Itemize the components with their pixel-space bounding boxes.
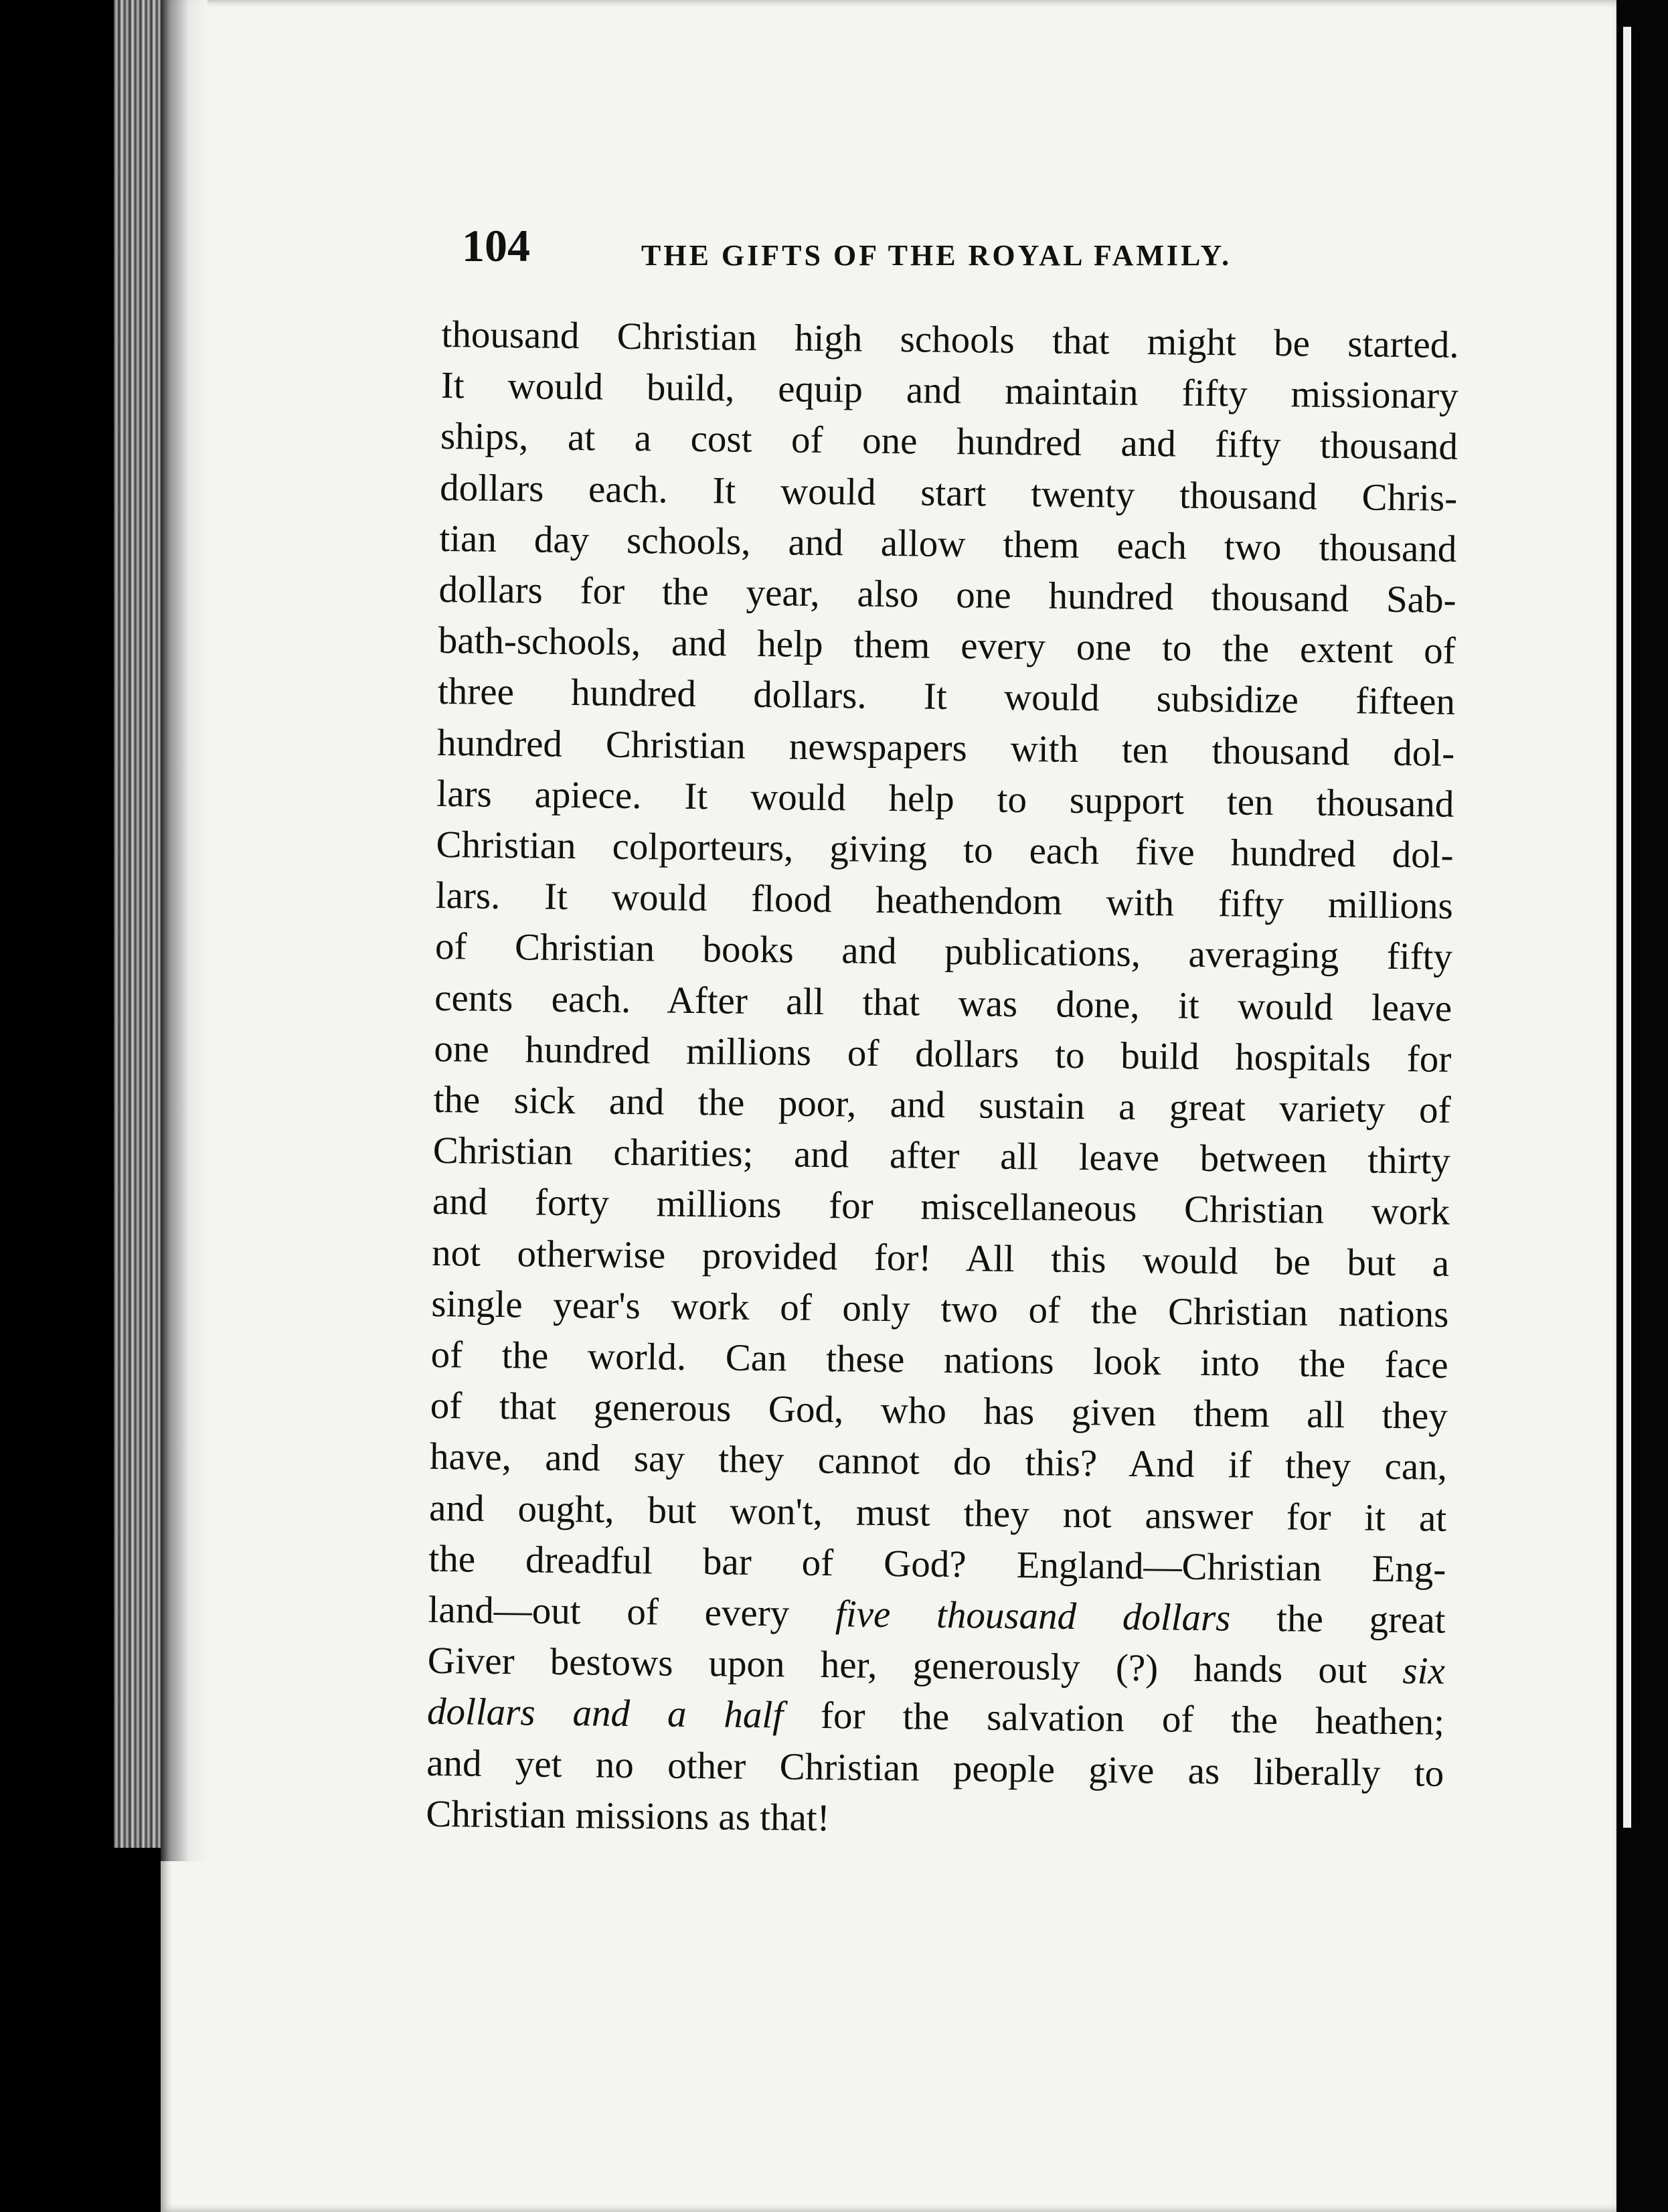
page-number: 104 bbox=[462, 220, 530, 271]
text-line: Giver bestows upon her, generously (?) hands out six bbox=[427, 1640, 1446, 1693]
text-line: the sick and the poor, and sustain a great variety of bbox=[433, 1078, 1451, 1131]
text-line: tian day schools, and allow them each two thousand bbox=[439, 517, 1457, 570]
page-header bbox=[462, 220, 1345, 280]
italic-phrase: five thousand dollars bbox=[835, 1593, 1231, 1640]
text-line: dollars and a half for the salvation of the heathen; bbox=[426, 1690, 1445, 1744]
text-line: lars apiece. It would help to support ten thousand bbox=[436, 772, 1454, 825]
page-gutter-shadow bbox=[161, 0, 207, 1861]
text-line: cents each. After all that was done, it would leave bbox=[434, 976, 1452, 1030]
text-line: land—out of every five thousand dollars the great bbox=[428, 1588, 1446, 1642]
text-line: three hundred dollars. It would subsidize fifteen bbox=[437, 670, 1456, 724]
text-line: It would build, equip and maintain fifty missionary bbox=[440, 364, 1459, 418]
text-line: of the world. Can these nations look into the face bbox=[430, 1333, 1448, 1387]
text-line: and forty millions for miscellaneous Christian work bbox=[432, 1180, 1450, 1234]
text-line: hundred Christian newspapers with ten thousand dol- bbox=[436, 721, 1455, 775]
body-text bbox=[426, 309, 1459, 1850]
text-line: not otherwise provided for! All this would be but a bbox=[431, 1231, 1450, 1285]
text-line: Christian charities; and after all leave between thirty bbox=[432, 1129, 1451, 1183]
text-line: and yet no other Christian people give as liberally to bbox=[426, 1741, 1444, 1795]
text-line: of Christian books and publications, averaging fifty bbox=[434, 925, 1453, 979]
text-line: thousand Christian high schools that might be started. bbox=[441, 313, 1459, 366]
italic-phrase: six bbox=[1402, 1650, 1446, 1693]
text-line: Christian missions as that! bbox=[426, 1792, 830, 1840]
text-line: of that generous God, who has given them all they bbox=[430, 1385, 1448, 1438]
text-line: lars. It would flood heathendom with fifty millions bbox=[435, 874, 1454, 928]
text-line: ships, at a cost of one hundred and fifty thousand bbox=[440, 415, 1458, 469]
text-line: single year's work of only two of the Christian nations bbox=[431, 1282, 1449, 1336]
text-line: Christian colporteurs, giving to each five hundred dol- bbox=[436, 823, 1454, 876]
text-line: the dreadful bar of God? England—Christian Eng- bbox=[428, 1537, 1446, 1591]
text-line: one hundred millions of dollars to build hospitals for bbox=[434, 1027, 1452, 1081]
text-line: bath-schools, and help them every one to the extent of bbox=[438, 619, 1456, 673]
text-line: and ought, but won't, must they not answer for it at bbox=[428, 1486, 1447, 1540]
text-line: dollars for the year, also one hundred thousand Sab- bbox=[438, 568, 1456, 621]
text-line: dollars each. It would start twenty thousand Chris- bbox=[439, 466, 1458, 520]
next-page-edge bbox=[1623, 27, 1631, 1828]
text-line: have, and say they cannot do this? And if they can, bbox=[429, 1435, 1448, 1489]
italic-phrase: dollars and a half bbox=[426, 1690, 784, 1737]
running-title: THE GIFTS OF THE ROYAL FAMILY. bbox=[641, 239, 1232, 272]
